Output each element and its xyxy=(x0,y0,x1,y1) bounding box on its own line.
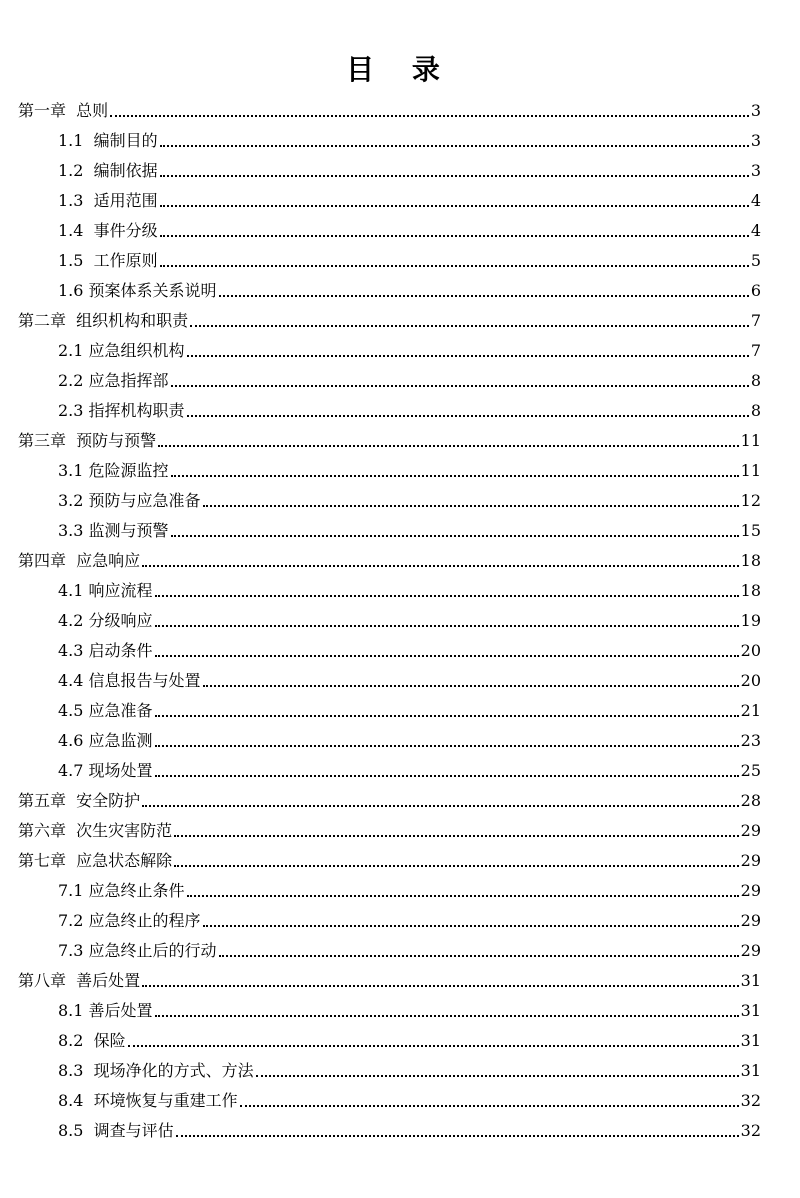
dot-leader xyxy=(187,355,749,357)
toc-entry-label: 第二章 组织机构和职责 xyxy=(18,311,189,330)
toc-entry-label: 3.3 监测与预警 xyxy=(58,521,169,540)
dot-leader xyxy=(155,595,739,597)
dot-leader xyxy=(256,1075,739,1077)
toc-chapter-entry[interactable] xyxy=(18,965,761,995)
toc-section-entry[interactable] xyxy=(18,215,761,245)
toc-chapter-entry[interactable] xyxy=(18,545,761,575)
dot-leader xyxy=(203,505,739,507)
toc-chapter-entry[interactable] xyxy=(18,815,761,845)
toc-section-entry[interactable] xyxy=(18,725,761,755)
toc-page-number: 15 xyxy=(740,521,761,540)
toc-section-entry[interactable] xyxy=(18,185,761,215)
toc-entry-label: 7.2 应急终止的程序 xyxy=(58,911,201,930)
dot-leader xyxy=(160,205,749,207)
toc-page-number: 32 xyxy=(740,1091,761,1110)
dot-leader xyxy=(203,925,739,927)
toc-entry-label: 第一章 总则 xyxy=(18,101,109,120)
toc-chapter-entry[interactable] xyxy=(18,845,761,875)
toc-entry-label: 8.2 保险 xyxy=(58,1031,126,1050)
toc-page-number: 6 xyxy=(750,281,761,300)
dot-leader xyxy=(171,535,739,537)
toc-page-number: 5 xyxy=(750,251,761,270)
toc-page-number: 7 xyxy=(750,341,761,360)
dot-leader xyxy=(171,475,739,477)
toc-page-number: 29 xyxy=(740,851,761,870)
toc-page-number: 8 xyxy=(750,371,761,390)
toc-page-number: 3 xyxy=(750,161,761,180)
toc-title: 目 录 xyxy=(346,53,454,86)
toc-entry-label: 4.1 响应流程 xyxy=(58,581,153,600)
dot-leader xyxy=(171,385,749,387)
dot-leader xyxy=(190,325,749,327)
toc-entry-label: 8.5 调查与评估 xyxy=(58,1121,174,1140)
dot-leader xyxy=(155,715,739,717)
toc-entry-label: 1.1 编制目的 xyxy=(58,131,158,150)
toc-section-entry[interactable] xyxy=(18,245,761,275)
toc-page-number: 19 xyxy=(740,611,761,630)
toc-entry-label: 7.3 应急终止后的行动 xyxy=(58,941,217,960)
toc-page-number: 4 xyxy=(750,221,761,240)
toc-page-number: 18 xyxy=(740,551,761,570)
toc-entry-label: 4.5 应急准备 xyxy=(58,701,153,720)
toc-page-number: 23 xyxy=(740,731,761,750)
toc-entry-label: 4.4 信息报告与处置 xyxy=(58,671,201,690)
toc-section-entry[interactable] xyxy=(18,695,761,725)
toc-entry-label: 2.1 应急组织机构 xyxy=(58,341,185,360)
toc-chapter-entry[interactable] xyxy=(18,425,761,455)
toc-page-number: 7 xyxy=(750,311,761,330)
toc-page-number: 11 xyxy=(740,431,761,450)
dot-leader xyxy=(110,115,749,117)
toc-page-number: 3 xyxy=(750,101,761,120)
toc-entry-label: 3.1 危险源监控 xyxy=(58,461,169,480)
table-of-contents xyxy=(18,95,761,1145)
toc-section-entry[interactable] xyxy=(18,125,761,155)
dot-leader xyxy=(155,1015,739,1017)
dot-leader xyxy=(155,775,739,777)
dot-leader xyxy=(160,175,749,177)
toc-entry-label: 8.1 善后处置 xyxy=(58,1001,153,1020)
toc-section-entry[interactable] xyxy=(18,155,761,185)
toc-entry-label: 8.4 环境恢复与重建工作 xyxy=(58,1091,238,1110)
toc-page-number: 25 xyxy=(740,761,761,780)
dot-leader xyxy=(155,655,739,657)
toc-section-entry[interactable] xyxy=(18,275,761,305)
toc-section-entry[interactable] xyxy=(18,455,761,485)
dot-leader xyxy=(142,805,738,807)
dot-leader xyxy=(142,985,738,987)
dot-leader xyxy=(155,625,739,627)
toc-section-entry[interactable] xyxy=(18,755,761,785)
toc-entry-label: 4.7 现场处置 xyxy=(58,761,153,780)
toc-entry-label: 第四章 应急响应 xyxy=(18,551,141,570)
toc-entry-label: 4.6 应急监测 xyxy=(58,731,153,750)
toc-entry-label: 8.3 现场净化的方式、方法 xyxy=(58,1061,254,1080)
toc-entry-label: 1.6 预案体系关系说明 xyxy=(58,281,217,300)
dot-leader xyxy=(187,415,749,417)
toc-chapter-entry[interactable] xyxy=(18,785,761,815)
dot-leader xyxy=(219,295,749,297)
toc-page-number: 18 xyxy=(740,581,761,600)
toc-entry-label: 4.3 启动条件 xyxy=(58,641,153,660)
toc-section-entry[interactable] xyxy=(18,905,761,935)
toc-entry-label: 1.3 适用范围 xyxy=(58,191,158,210)
toc-entry-label: 4.2 分级响应 xyxy=(58,611,153,630)
toc-page-number: 28 xyxy=(740,791,761,810)
toc-section-entry[interactable] xyxy=(18,875,761,905)
toc-page-number: 31 xyxy=(740,1061,761,1080)
toc-entry-label: 1.2 编制依据 xyxy=(58,161,158,180)
toc-section-entry[interactable] xyxy=(18,1055,761,1085)
toc-page-number: 32 xyxy=(740,1121,761,1140)
dot-leader xyxy=(160,235,749,237)
toc-page-number: 31 xyxy=(740,1001,761,1020)
toc-section-entry[interactable] xyxy=(18,995,761,1025)
toc-section-entry[interactable] xyxy=(18,605,761,635)
toc-section-entry[interactable] xyxy=(18,1025,761,1055)
dot-leader xyxy=(174,835,738,837)
toc-page-number: 8 xyxy=(750,401,761,420)
toc-section-entry[interactable] xyxy=(18,1115,761,1145)
toc-entry-label: 2.3 指挥机构职责 xyxy=(58,401,185,420)
toc-section-entry[interactable] xyxy=(18,515,761,545)
toc-page-number: 21 xyxy=(740,701,761,720)
toc-section-entry[interactable] xyxy=(18,635,761,665)
dot-leader xyxy=(176,1135,739,1137)
toc-page-number: 20 xyxy=(740,671,761,690)
toc-chapter-entry[interactable] xyxy=(18,305,761,335)
toc-entry-label: 第三章 预防与预警 xyxy=(18,431,157,450)
dot-leader xyxy=(155,745,739,747)
toc-page-number: 3 xyxy=(750,131,761,150)
toc-section-entry[interactable] xyxy=(18,575,761,605)
toc-page-number: 11 xyxy=(740,461,761,480)
dot-leader xyxy=(160,145,749,147)
toc-entry-label: 1.4 事件分级 xyxy=(58,221,158,240)
toc-page-number: 31 xyxy=(740,1031,761,1050)
toc-section-entry[interactable] xyxy=(18,365,761,395)
toc-section-entry[interactable] xyxy=(18,395,761,425)
toc-page-number: 12 xyxy=(740,491,761,510)
dot-leader xyxy=(187,895,739,897)
dot-leader xyxy=(240,1105,739,1107)
toc-chapter-entry[interactable] xyxy=(18,95,761,125)
dot-leader xyxy=(160,265,749,267)
dot-leader xyxy=(203,685,739,687)
toc-page-number: 29 xyxy=(740,881,761,900)
toc-section-entry[interactable] xyxy=(18,335,761,365)
toc-entry-label: 3.2 预防与应急准备 xyxy=(58,491,201,510)
toc-entry-label: 7.1 应急终止条件 xyxy=(58,881,185,900)
dot-leader xyxy=(219,955,739,957)
dot-leader xyxy=(142,565,738,567)
toc-entry-label: 第七章 应急状态解除 xyxy=(18,851,173,870)
toc-entry-label: 第五章 安全防护 xyxy=(18,791,141,810)
toc-page-number: 4 xyxy=(750,191,761,210)
toc-entry-label: 1.5 工作原则 xyxy=(58,251,158,270)
toc-section-entry[interactable] xyxy=(18,935,761,965)
toc-entry-label: 第六章 次生灾害防范 xyxy=(18,821,173,840)
toc-page-number: 20 xyxy=(740,641,761,660)
dot-leader xyxy=(174,865,738,867)
toc-page-number: 31 xyxy=(740,971,761,990)
dot-leader xyxy=(128,1045,739,1047)
toc-section-entry[interactable] xyxy=(18,1085,761,1115)
toc-page-number: 29 xyxy=(740,821,761,840)
toc-entry-label: 2.2 应急指挥部 xyxy=(58,371,169,390)
toc-section-entry[interactable] xyxy=(18,485,761,515)
dot-leader xyxy=(158,445,738,447)
toc-page-number: 29 xyxy=(740,941,761,960)
toc-page-number: 29 xyxy=(740,911,761,930)
toc-section-entry[interactable] xyxy=(18,665,761,695)
toc-entry-label: 第八章 善后处置 xyxy=(18,971,141,990)
